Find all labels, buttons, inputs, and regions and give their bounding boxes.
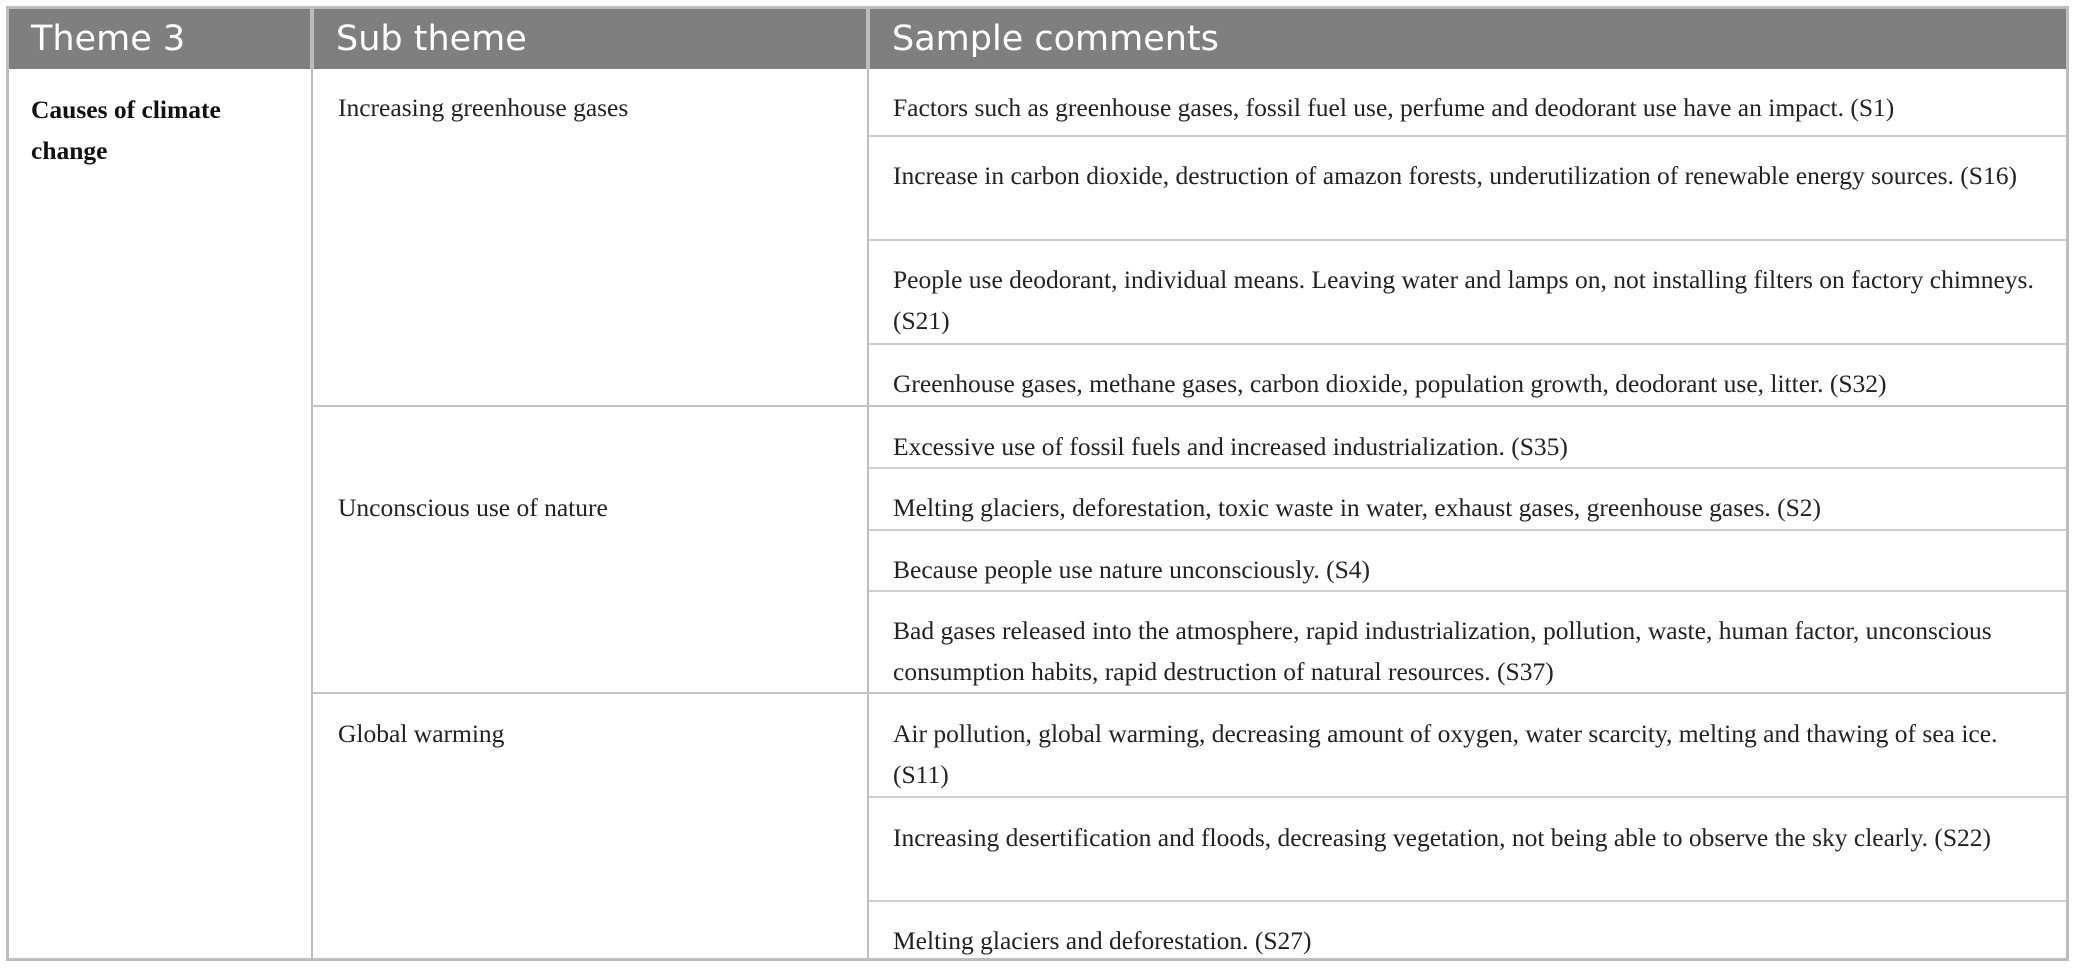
row-divider bbox=[869, 239, 2066, 241]
group-divider bbox=[313, 405, 2066, 407]
row-divider bbox=[869, 590, 2066, 592]
comments-table bbox=[6, 6, 2069, 961]
comment-cell: Increasing desertification and floods, decreasing vegetation, not being able to observe the sky clearly. (S22) bbox=[893, 823, 1992, 852]
header-theme: Theme 3 bbox=[31, 19, 186, 59]
column-divider bbox=[867, 69, 869, 958]
theme-name: Causes of climate change bbox=[31, 95, 221, 165]
comment-cell: Melting glaciers, deforestation, toxic waste in water, exhaust gases, greenhouse gases. (S2) bbox=[893, 493, 1822, 522]
sub-theme-label: Unconscious use of nature bbox=[338, 493, 608, 522]
row-divider bbox=[869, 343, 2066, 345]
comment-cell: People use deodorant, individual means. Leaving water and lamps on, not installing filters on factory chimneys. (S21) bbox=[893, 265, 2034, 335]
comment-cell: Bad gases released into the atmosphere, rapid industrialization, pollution, waste, human factor, unconscious consumption habits, rapid destruction of natural resources. (S37) bbox=[893, 616, 1992, 686]
row-divider bbox=[869, 900, 2066, 902]
comment-cell: Air pollution, global warming, decreasing amount of oxygen, water scarcity, melting and thawing of sea ice. (S11) bbox=[893, 719, 1998, 789]
row-divider bbox=[869, 796, 2066, 798]
comment-cell: Because people use nature unconsciously. (S4) bbox=[893, 555, 1371, 584]
row-divider bbox=[869, 135, 2066, 137]
comment-cell: Excessive use of fossil fuels and increased industrialization. (S35) bbox=[893, 432, 1568, 461]
header-sample-comments: Sample comments bbox=[892, 19, 1219, 59]
comment-cell: Factors such as greenhouse gases, fossil fuel use, perfume and deodorant use have an impact. (S1) bbox=[893, 93, 1895, 122]
comment-cell: Melting glaciers and deforestation. (S27) bbox=[893, 926, 1312, 955]
comment-cell: Greenhouse gases, methane gases, carbon dioxide, population growth, deodorant use, litter. (S32) bbox=[893, 369, 1887, 398]
group-divider bbox=[313, 692, 2066, 694]
sub-theme-label: Increasing greenhouse gases bbox=[338, 93, 629, 122]
header-sub-theme: Sub theme bbox=[336, 19, 527, 59]
sub-theme-label: Global warming bbox=[338, 719, 505, 748]
comment-cell: Increase in carbon dioxide, destruction of amazon forests, underutilization of renewable energy sources. (S16) bbox=[893, 161, 2017, 190]
table-header bbox=[9, 9, 2066, 69]
row-divider bbox=[869, 529, 2066, 531]
column-divider bbox=[311, 69, 313, 958]
row-divider bbox=[869, 467, 2066, 469]
